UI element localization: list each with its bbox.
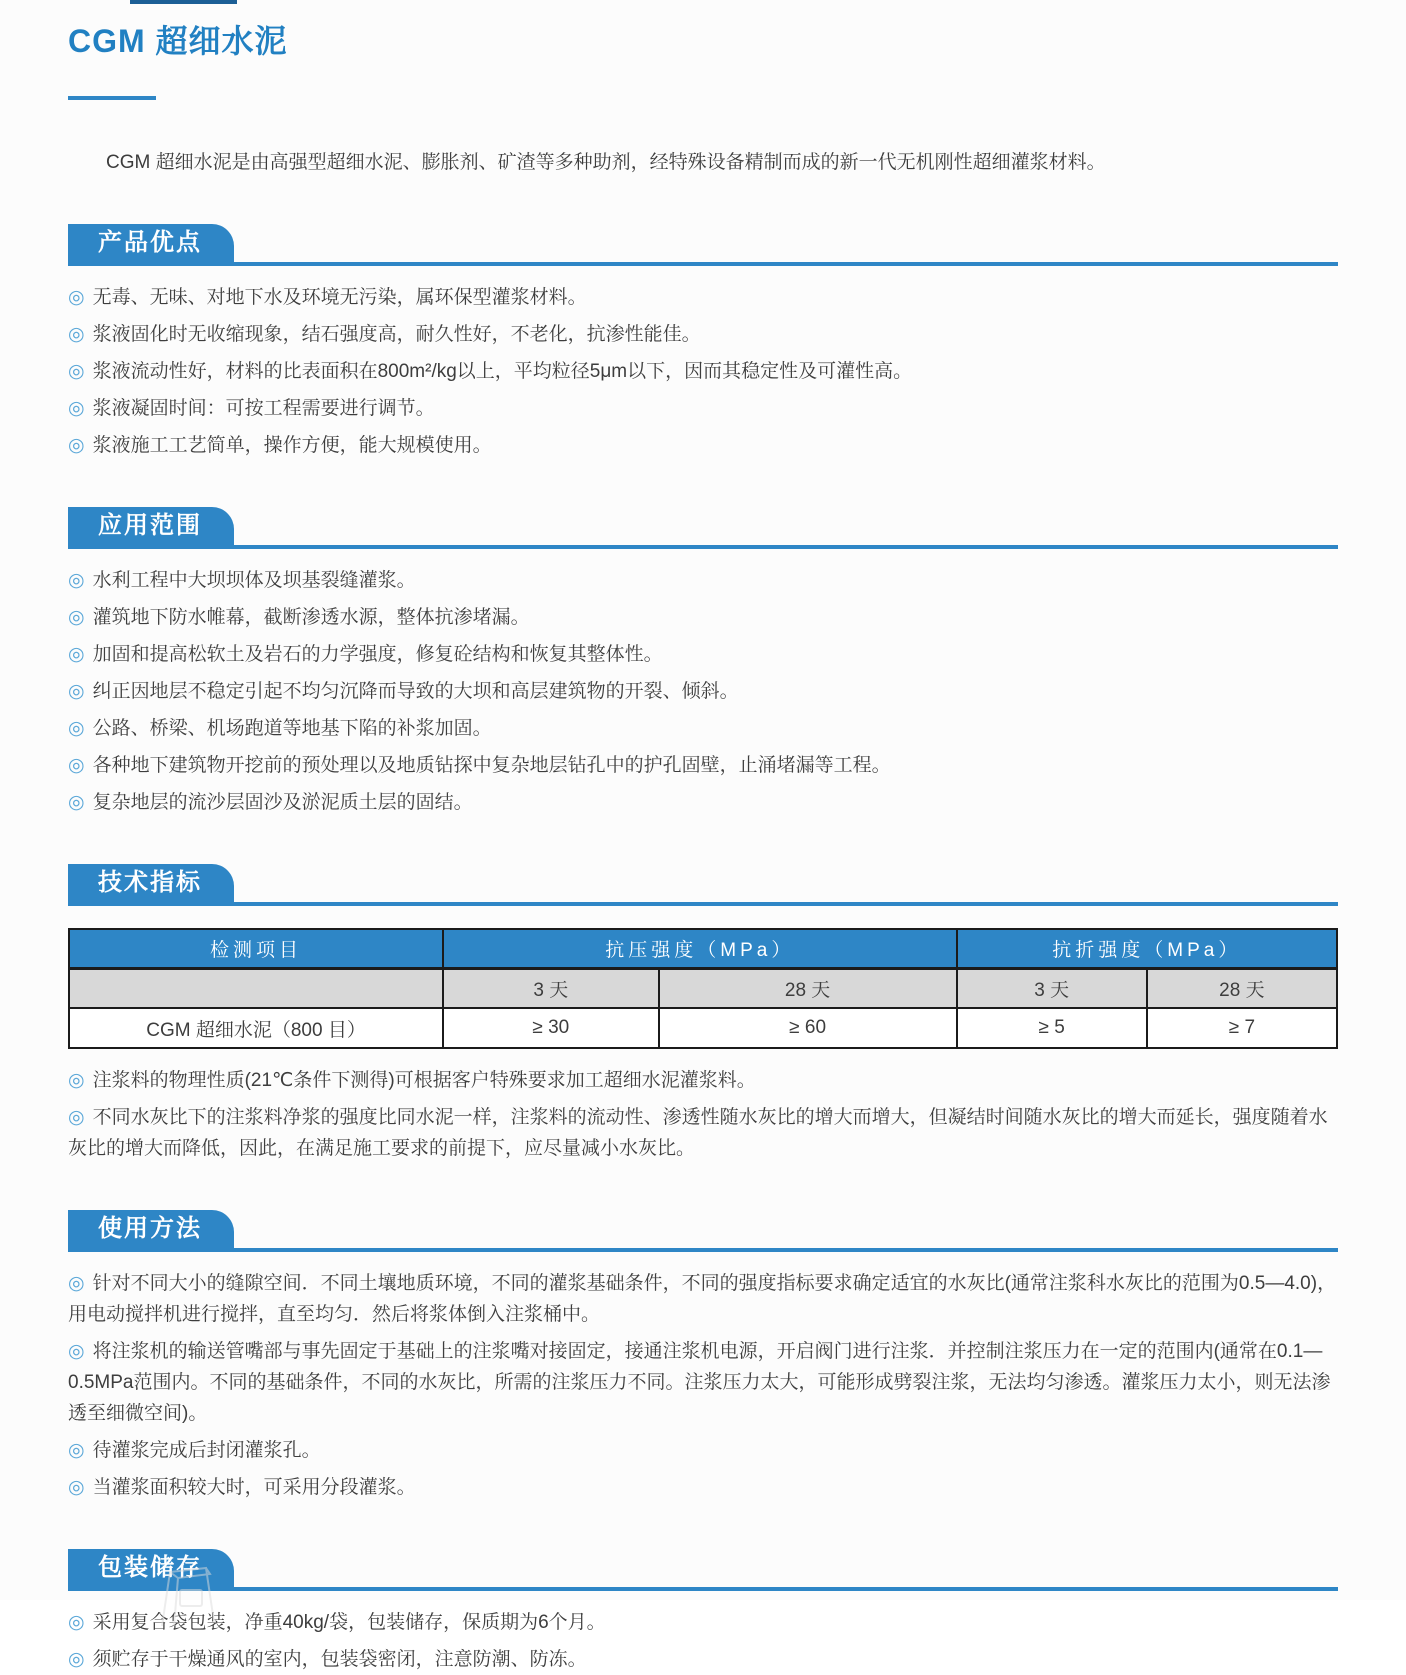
list-item [68,430,1338,461]
bullseye-icon: ◎ [68,361,85,382]
list-item-text: 注浆料的物理性质(21℃条件下测得)可根据客户特殊要求加工超细水泥灌浆料。 [92,1070,756,1091]
spec-table-data-row [69,1008,1337,1048]
list-item [68,1102,1338,1164]
list-item [68,676,1338,707]
top-decoration-line [130,0,237,4]
subheader-28d: 28 天 [659,969,957,1009]
list-item [68,356,1338,387]
bullseye-icon: ◎ [68,644,85,665]
list-item [68,319,1338,350]
list-item-text: 浆液施工工艺简单，操作方便，能大规模使用。 [92,435,492,456]
section-heading-badge: 使用方法 [68,1210,234,1248]
bullseye-icon: ◎ [68,755,85,776]
subheader-28d: 28 天 [1147,969,1337,1009]
list-item-text: 水利工程中大坝坝体及坝基裂缝灌浆。 [92,570,416,591]
col-header-test-item: 检测项目 [69,929,443,969]
value-cell: ≥ 7 [1147,1008,1337,1048]
bullseye-icon: ◎ [68,1612,85,1633]
empty-cell [69,969,443,1009]
bullseye-icon: ◎ [68,1477,85,1498]
section-header-rule [68,1210,1338,1252]
list-item [68,639,1338,670]
list-item [68,1065,1338,1096]
list-item-text: 灌筑地下防水帷幕，截断渗透水源，整体抗渗堵漏。 [92,607,530,628]
list-item-text: 复杂地层的流沙层固沙及淤泥质土层的固结。 [92,792,473,813]
bullseye-icon: ◎ [68,1273,85,1294]
list-item-text: 公路、桥梁、机场跑道等地基下陷的补浆加固。 [92,718,492,739]
list-item-text: 无毒、无味、对地下水及环境无污染，属环保型灌浆材料。 [92,287,587,308]
section-heading-badge: 技术指标 [68,864,234,902]
list-item-text: 将注浆机的输送管嘴部与事先固定于基础上的注浆嘴对接固定，接通注浆机电源，开启阀门进行注浆．并控制注浆压力在一定的范围内(通常在0.1—0.5MPa范围内。不同的基础条件，不同的水灰比，所需的注浆压力不同。注浆压力太大，可能形成劈裂注浆，无法均匀渗透。灌浆压力太小，则无法渗透至细微空间)。 [68,1341,1331,1424]
list-item [68,565,1338,596]
bullseye-icon: ◎ [68,287,85,308]
spec-table-subheader-row [69,969,1337,1009]
value-cell: ≥ 5 [957,1008,1147,1048]
list-item [68,602,1338,633]
value-cell: ≥ 60 [659,1008,957,1048]
cement-bag-watermark [140,1564,240,1628]
list-item-text: 针对不同大小的缝隙空间．不同土壤地质环境，不同的灌浆基础条件，不同的强度指标要求确定适宜的水灰比(通常注浆科水灰比的范围为0.5—4.0)，用电动搅拌机进行搅拌，直至均匀．然后将浆体倒入注浆桶中。 [68,1273,1337,1325]
bullseye-icon: ◎ [68,1649,85,1670]
section-advantages [68,224,1338,461]
bullseye-icon: ◎ [68,435,85,456]
list-item [68,1472,1338,1503]
list-item [68,1644,1338,1675]
list-item-text: 浆液凝固时间：可按工程需要进行调节。 [92,398,435,419]
bullseye-icon: ◎ [68,570,85,591]
section-usage [68,1210,1338,1503]
bullseye-icon: ◎ [68,607,85,628]
bullseye-icon: ◎ [68,1440,85,1461]
section-header-rule [68,224,1338,266]
value-cell: ≥ 30 [443,1008,659,1048]
section-heading-badge: 产品优点 [68,224,234,262]
section-header-rule [68,1549,1338,1591]
list-item [68,1336,1338,1429]
list-item [68,750,1338,781]
section-header-rule [68,864,1338,906]
list-item [68,713,1338,744]
list-item [68,1268,1338,1330]
spec-table [68,928,1338,1049]
list-item-text: 当灌浆面积较大时，可采用分段灌浆。 [92,1477,416,1498]
list-item [68,1607,1338,1638]
applications-list [68,565,1338,818]
subheader-3d: 3 天 [957,969,1147,1009]
list-item [68,282,1338,313]
bullseye-icon: ◎ [68,681,85,702]
list-item [68,393,1338,424]
advantages-list [68,282,1338,461]
section-applications [68,507,1338,818]
list-item-text: 不同水灰比下的注浆料净浆的强度比同水泥一样，注浆料的流动性、渗透性随水灰比的增大而增大，但凝结时间随水灰比的增大而延长，强度随着水灰比的增大而降低，因此，在满足施工要求的前提下，应尽量减小水灰比。 [68,1107,1328,1159]
subheader-3d: 3 天 [443,969,659,1009]
col-header-compressive: 抗压强度（MPa） [443,929,957,969]
list-item [68,1435,1338,1466]
bullseye-icon: ◎ [68,718,85,739]
list-item-text: 采用复合袋包装，净重40kg/袋，包装储存，保质期为6个月。 [92,1612,606,1633]
list-item [68,787,1338,818]
list-item-text: 加固和提高松软土及岩石的力学强度，修复砼结构和恢复其整体性。 [92,644,663,665]
list-item-text: 浆液流动性好，材料的比表面积在800m²/kg以上，平均粒径5μm以下，因而其稳定性及可灌性高。 [92,361,913,382]
section-header-rule [68,507,1338,549]
list-item-text: 各种地下建筑物开挖前的预处理以及地质钻探中复杂地层钻孔中的护孔固壁，止涌堵漏等工程。 [92,755,891,776]
spec-table-header-row [69,929,1337,969]
spec-notes-list [68,1065,1338,1164]
list-item-text: 纠正因地层不稳定引起不均匀沉降而导致的大坝和高层建筑物的开裂、倾斜。 [92,681,739,702]
title-underline [68,96,156,100]
bullseye-icon: ◎ [68,792,85,813]
bullseye-icon: ◎ [68,324,85,345]
section-heading-badge: 应用范围 [68,507,234,545]
section-storage [68,1549,1338,1675]
list-item-text: 待灌浆完成后封闭灌浆孔。 [92,1440,321,1461]
section-specs [68,864,1338,1164]
product-name-cell: CGM 超细水泥（800 目） [69,1008,443,1048]
bullseye-icon: ◎ [68,1070,85,1091]
list-item-text: 须贮存于干燥通风的室内，包装袋密闭，注意防潮、防冻。 [92,1649,587,1670]
page-title: CGM 超细水泥 [68,23,288,59]
bullseye-icon: ◎ [68,1341,85,1362]
list-item-text: 浆液固化时无收缩现象，结石强度高，耐久性好，不老化，抗渗性能佳。 [92,324,701,345]
intro-paragraph: CGM 超细水泥是由高强型超细水泥、膨胀剂、矿渣等多种助剂，经特殊设备精制而成的新一代无机刚性超细灌浆材料。 [106,152,1106,173]
col-header-flexural: 抗折强度（MPa） [957,929,1337,969]
storage-list [68,1607,1338,1675]
bullseye-icon: ◎ [68,1107,85,1128]
bullseye-icon: ◎ [68,398,85,419]
section-heading-badge: 包装储存 [68,1549,234,1587]
usage-list [68,1268,1338,1503]
